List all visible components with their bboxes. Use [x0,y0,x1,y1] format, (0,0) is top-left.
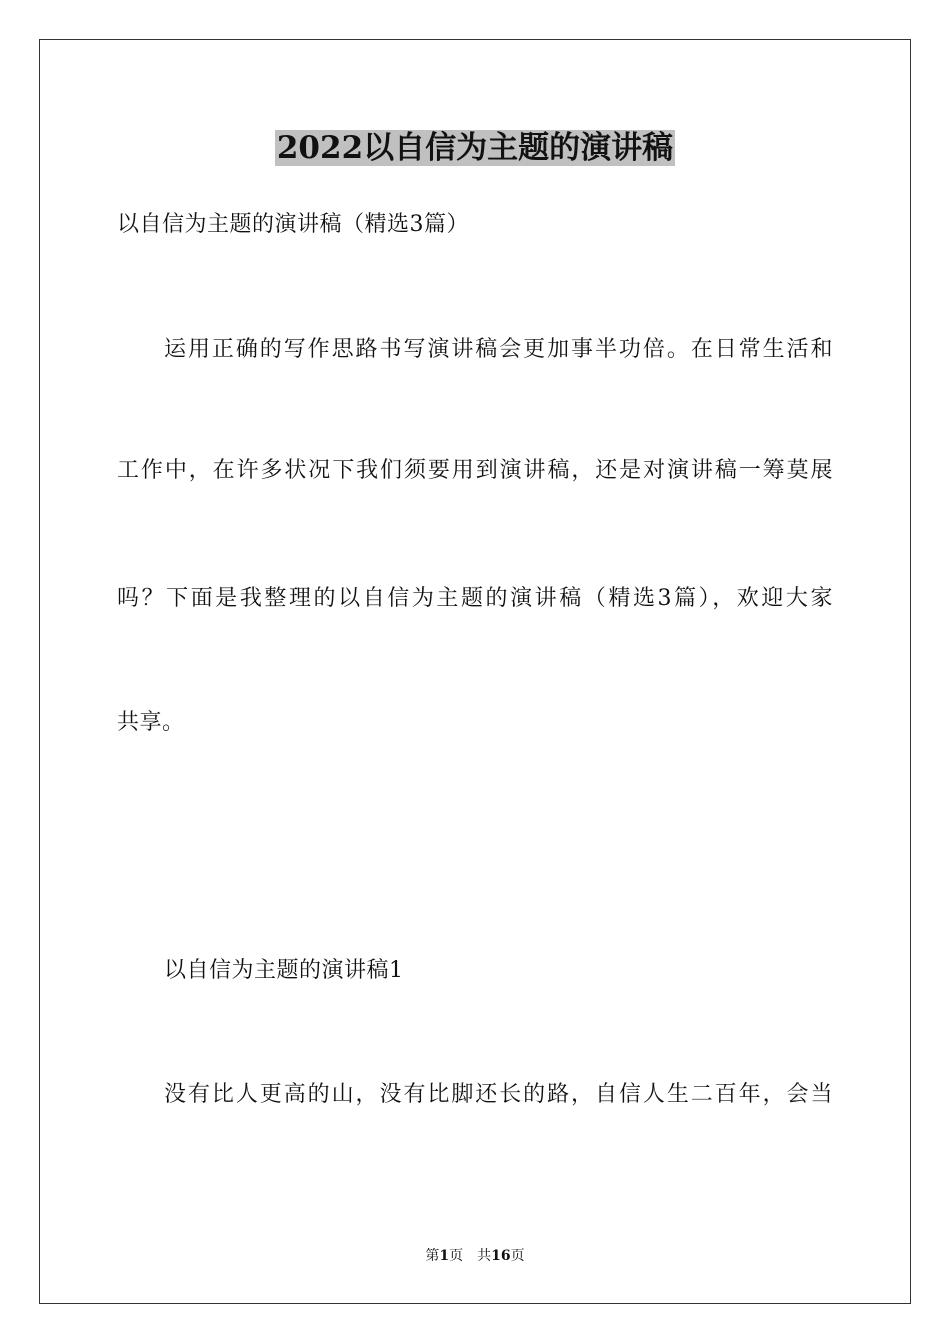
intro-line-1: 运用正确的写作思路书写演讲稿会更加事半功倍。在日常生活和 [164,337,833,362]
document-subtitle: 以自信为主题的演讲稿（精选3篇） [117,212,469,237]
footer-prefix: 第 [425,1248,440,1264]
section-heading: 以自信为主题的演讲稿1 [164,958,404,983]
intro-line-4: 共享。 [117,710,185,735]
footer-page-total: 16 [491,1248,511,1264]
footer-suffix: 页 [510,1248,525,1264]
document-title-text: 2022以自信为主题的演讲稿 [276,130,674,166]
footer-page-current: 1 [439,1248,450,1264]
intro-line-2: 工作中，在许多状况下我们须要用到演讲稿，还是对演讲稿一筹莫展 [117,458,833,483]
footer-mid: 页 共 [449,1248,492,1264]
body-line-1: 没有比人更高的山，没有比脚还长的路，自信人生二百年，会当 [164,1082,833,1107]
page-footer [0,1246,950,1266]
document-title [0,126,950,170]
intro-line-3: 吗？下面是我整理的以自信为主题的演讲稿（精选3篇），欢迎大家 [117,586,833,611]
